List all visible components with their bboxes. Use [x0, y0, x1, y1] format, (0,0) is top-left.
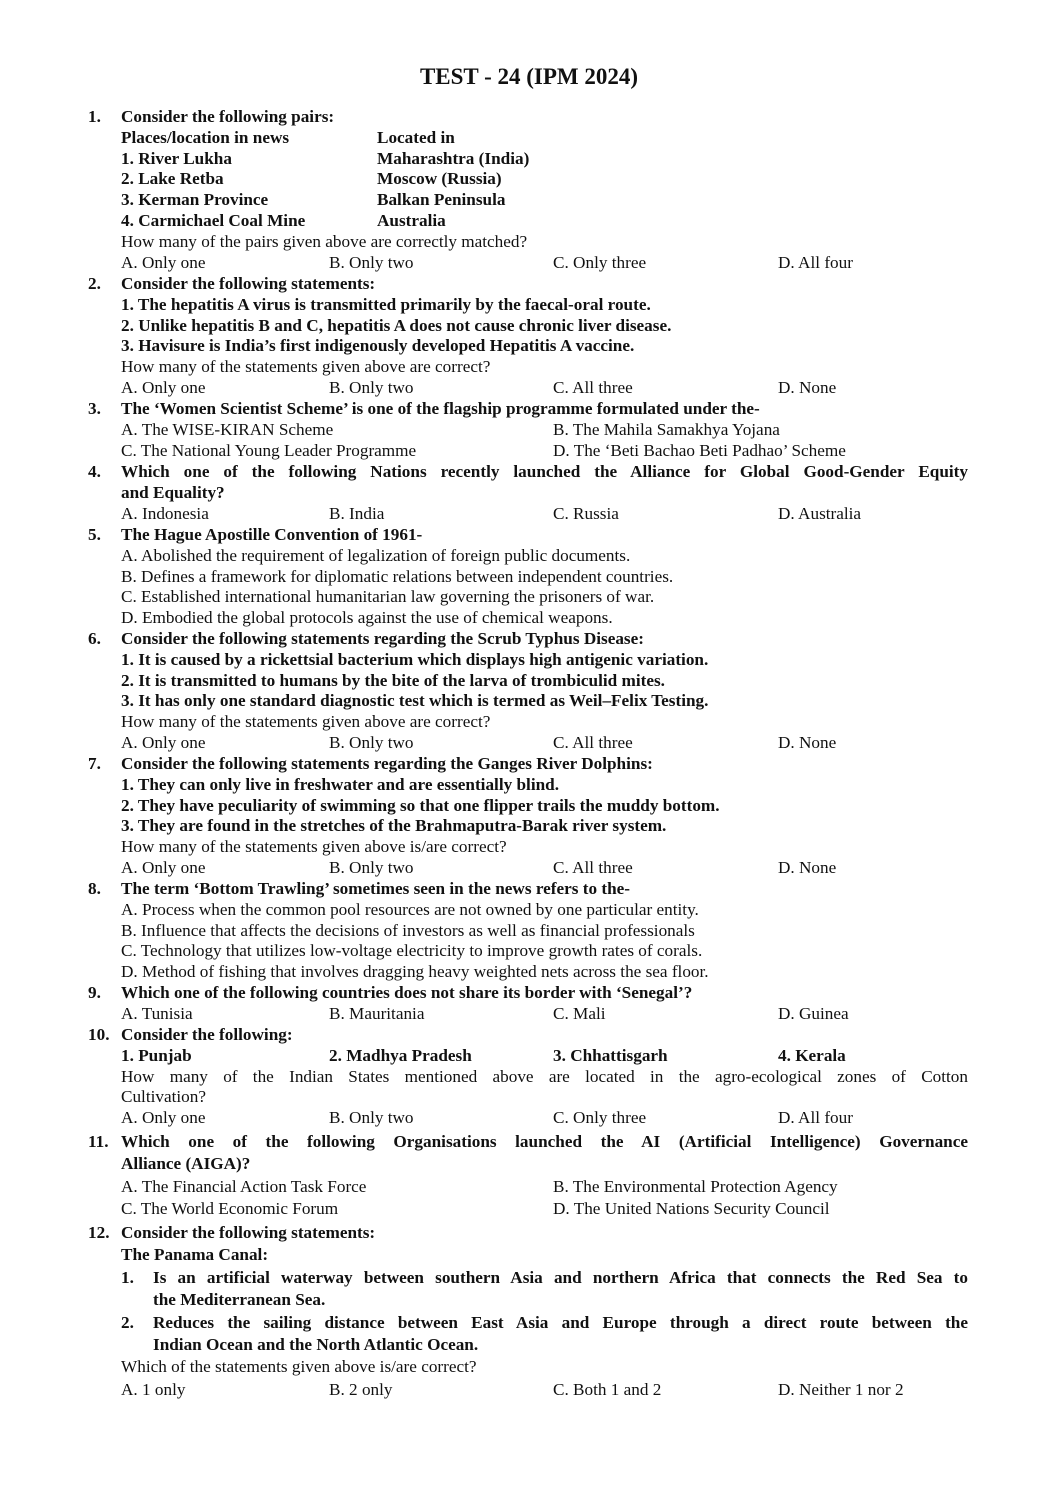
option-b: B. The Environmental Protection Agency	[553, 1176, 838, 1196]
statement: 3. It has only one standard diagnostic test which is termed as Weil–Felix Testing.	[121, 691, 709, 711]
question-stem-cont: Alliance (AIGA)?	[121, 1154, 251, 1174]
option-c: C. The National Young Leader Programme	[121, 440, 417, 460]
question-stem: The ‘Women Scientist Scheme’ is one of the flagship programme formulated under the-	[121, 399, 760, 418]
option-d: D. The ‘Beti Bachao Beti Padhao’ Scheme	[553, 440, 846, 460]
question-stem-cont: and Equality?	[121, 482, 225, 502]
option-c: C. Only three	[553, 1108, 647, 1128]
option-c: C. Russia	[553, 503, 619, 523]
question-text: How many of the statements given above are correct?	[121, 712, 491, 732]
list-item: 3. Chhattisgarh	[553, 1045, 668, 1065]
option-d: D. None	[778, 377, 837, 397]
question-number: 7.	[88, 754, 101, 773]
statement-number: 1.	[121, 1267, 134, 1287]
list-item: 2. Madhya Pradesh	[329, 1045, 472, 1065]
option-d: D. Embodied the global protocols against the use of chemical weapons.	[121, 608, 613, 628]
question-3	[88, 399, 968, 461]
question-text-cont: Cultivation?	[121, 1087, 206, 1107]
option-a: A. Only one	[121, 857, 206, 877]
option-b: B. Only two	[329, 732, 414, 752]
option-c: C. Both 1 and 2	[553, 1379, 662, 1399]
pairs-header-right: Located in	[377, 127, 455, 147]
question-text: Which of the statements given above is/are correct?	[121, 1357, 477, 1377]
pair-right: Maharashtra (India)	[377, 148, 530, 168]
option-c: C. Mali	[553, 1003, 606, 1023]
pair-right: Moscow (Russia)	[377, 169, 502, 189]
statement-cont: Indian Ocean and the North Atlantic Ocean.	[153, 1334, 479, 1354]
question-stem: The term ‘Bottom Trawling’ sometimes seen in the news refers to the-	[121, 879, 630, 898]
option-d: D. All four	[778, 252, 853, 272]
question-number: 9.	[88, 983, 101, 1002]
question-stem: Consider the following statements:	[121, 274, 376, 293]
question-number: 6.	[88, 629, 101, 648]
list-item: 1. Punjab	[121, 1045, 192, 1065]
option-d: D. Guinea	[778, 1003, 849, 1023]
option-a: A. Process when the common pool resources are not owned by one particular entity.	[121, 899, 699, 919]
option-a: A. Indonesia	[121, 503, 209, 523]
question-stem: Consider the following statements:	[121, 1223, 376, 1242]
pairs-header-left: Places/location in news	[121, 127, 290, 147]
question-stem: Which one of the following countries does not share its border with ‘Senegal’?	[121, 983, 693, 1002]
option-c: C. All three	[553, 857, 633, 877]
option-c: C. Technology that utilizes low-voltage electricity to improve growth rates of corals.	[121, 941, 703, 961]
pair-left: 1. River Lukha	[121, 148, 232, 168]
question-number: 1.	[88, 107, 101, 126]
statement-subhead: The Panama Canal:	[121, 1245, 269, 1265]
question-8	[88, 879, 968, 983]
question-9	[88, 983, 968, 1025]
question-number: 5.	[88, 525, 101, 544]
statement: 3. Havisure is India’s first indigenously developed Hepatitis A vaccine.	[121, 336, 635, 356]
statement-number: 2.	[121, 1312, 134, 1332]
option-b: B. Only two	[329, 1108, 414, 1128]
option-b: B. Only two	[329, 252, 414, 272]
option-d: D. Australia	[778, 503, 862, 523]
statement-cont: the Mediterranean Sea.	[153, 1290, 326, 1310]
question-number: 2.	[88, 274, 101, 293]
question-text: How many of the statements given above are correct?	[121, 357, 491, 377]
option-b: B. Influence that affects the decisions of investors as well as financial professionals	[121, 920, 695, 940]
statement: 1. The hepatitis A virus is transmitted primarily by the faecal-oral route.	[121, 294, 651, 314]
question-number: 12.	[88, 1223, 110, 1242]
pair-left: 3. Kerman Province	[121, 190, 269, 210]
list-item: 4. Kerala	[778, 1045, 846, 1065]
statement: 2. It is transmitted to humans by the bite of the larva of trombiculid mites.	[121, 670, 665, 690]
option-b: B. 2 only	[329, 1379, 393, 1399]
pair-left: 4. Carmichael Coal Mine	[121, 210, 306, 230]
question-stem: Which one of the following Nations recently launched the Alliance for Global Good-Gender Equity	[121, 462, 968, 481]
option-c: C. All three	[553, 377, 633, 397]
statement: Is an artificial waterway between southern Asia and northern Africa that connects the Red Sea to	[153, 1267, 968, 1287]
statement: 1. It is caused by a rickettsial bacterium which displays high antigenic variation.	[121, 649, 709, 669]
question-2	[88, 274, 968, 399]
option-d: D. Neither 1 nor 2	[778, 1379, 904, 1399]
question-12	[88, 1222, 968, 1401]
question-6	[88, 629, 968, 754]
option-a: A. Only one	[121, 1108, 206, 1128]
question-10	[88, 1025, 968, 1129]
statement: 1. They can only live in freshwater and are essentially blind.	[121, 774, 560, 794]
question-7	[88, 754, 968, 879]
option-d: D. None	[778, 732, 837, 752]
pair-right: Australia	[377, 210, 446, 230]
option-d: D. None	[778, 857, 837, 877]
option-d: D. The United Nations Security Council	[553, 1199, 830, 1219]
statement: 2. They have peculiarity of swimming so that one flipper trails the muddy bottom.	[121, 795, 720, 815]
option-c: C. Established international humanitarian law governing the prisoners of war.	[121, 587, 655, 607]
option-a: A. The WISE-KIRAN Scheme	[121, 419, 334, 439]
option-c: C. All three	[553, 732, 633, 752]
page-title: TEST - 24 (IPM 2024)	[419, 64, 639, 89]
pair-right: Balkan Peninsula	[377, 190, 506, 210]
option-a: A. Tunisia	[121, 1003, 193, 1023]
question-1	[88, 107, 968, 273]
statement: Reduces the sailing distance between East Asia and Europe through a direct route between the	[153, 1312, 968, 1332]
question-5	[88, 525, 968, 629]
question-stem: Consider the following statements regarding the Ganges River Dolphins:	[121, 754, 653, 773]
question-number: 3.	[88, 399, 101, 418]
question-stem: Consider the following pairs:	[121, 107, 335, 126]
question-stem: Consider the following statements regarding the Scrub Typhus Disease:	[121, 629, 644, 648]
question-number: 11.	[88, 1132, 109, 1151]
option-b: B. Defines a framework for diplomatic relations between independent countries.	[121, 566, 674, 586]
question-11	[88, 1131, 968, 1221]
option-b: B. Only two	[329, 377, 414, 397]
option-c: C. Only three	[553, 252, 647, 272]
question-number: 10.	[88, 1025, 110, 1044]
question-text: How many of the Indian States mentioned above are located in the agro-ecological zones of Cotton	[121, 1066, 968, 1086]
option-a: A. Abolished the requirement of legalization of foreign public documents.	[121, 545, 631, 565]
option-b: B. Only two	[329, 857, 414, 877]
option-b: B. The Mahila Samakhya Yojana	[553, 419, 780, 439]
option-d: D. All four	[778, 1108, 853, 1128]
statement: 3. They are found in the stretches of the Brahmaputra-Barak river system.	[121, 816, 667, 836]
option-b: B. Mauritania	[329, 1003, 425, 1023]
option-b: B. India	[329, 503, 385, 523]
question-number: 4.	[88, 462, 101, 481]
question-stem: The Hague Apostille Convention of 1961-	[121, 525, 423, 544]
option-a: A. Only one	[121, 377, 206, 397]
option-a: A. The Financial Action Task Force	[121, 1176, 367, 1196]
pair-left: 2. Lake Retba	[121, 169, 224, 189]
option-a: A. Only one	[121, 732, 206, 752]
option-c: C. The World Economic Forum	[121, 1199, 339, 1219]
question-stem: Which one of the following Organisations launched the AI (Artificial Intelligence) Governance	[121, 1132, 968, 1151]
option-d: D. Method of fishing that involves dragging heavy weighted nets across the sea floor.	[121, 962, 709, 982]
option-a: A. Only one	[121, 252, 206, 272]
question-stem: Consider the following:	[121, 1025, 293, 1044]
statement: 2. Unlike hepatitis B and C, hepatitis A does not cause chronic liver disease.	[121, 315, 672, 335]
question-text: How many of the pairs given above are correctly matched?	[121, 231, 528, 251]
question-text: How many of the statements given above is/are correct?	[121, 837, 507, 857]
question-4	[88, 462, 968, 524]
option-a: A. 1 only	[121, 1379, 186, 1399]
question-number: 8.	[88, 879, 101, 898]
